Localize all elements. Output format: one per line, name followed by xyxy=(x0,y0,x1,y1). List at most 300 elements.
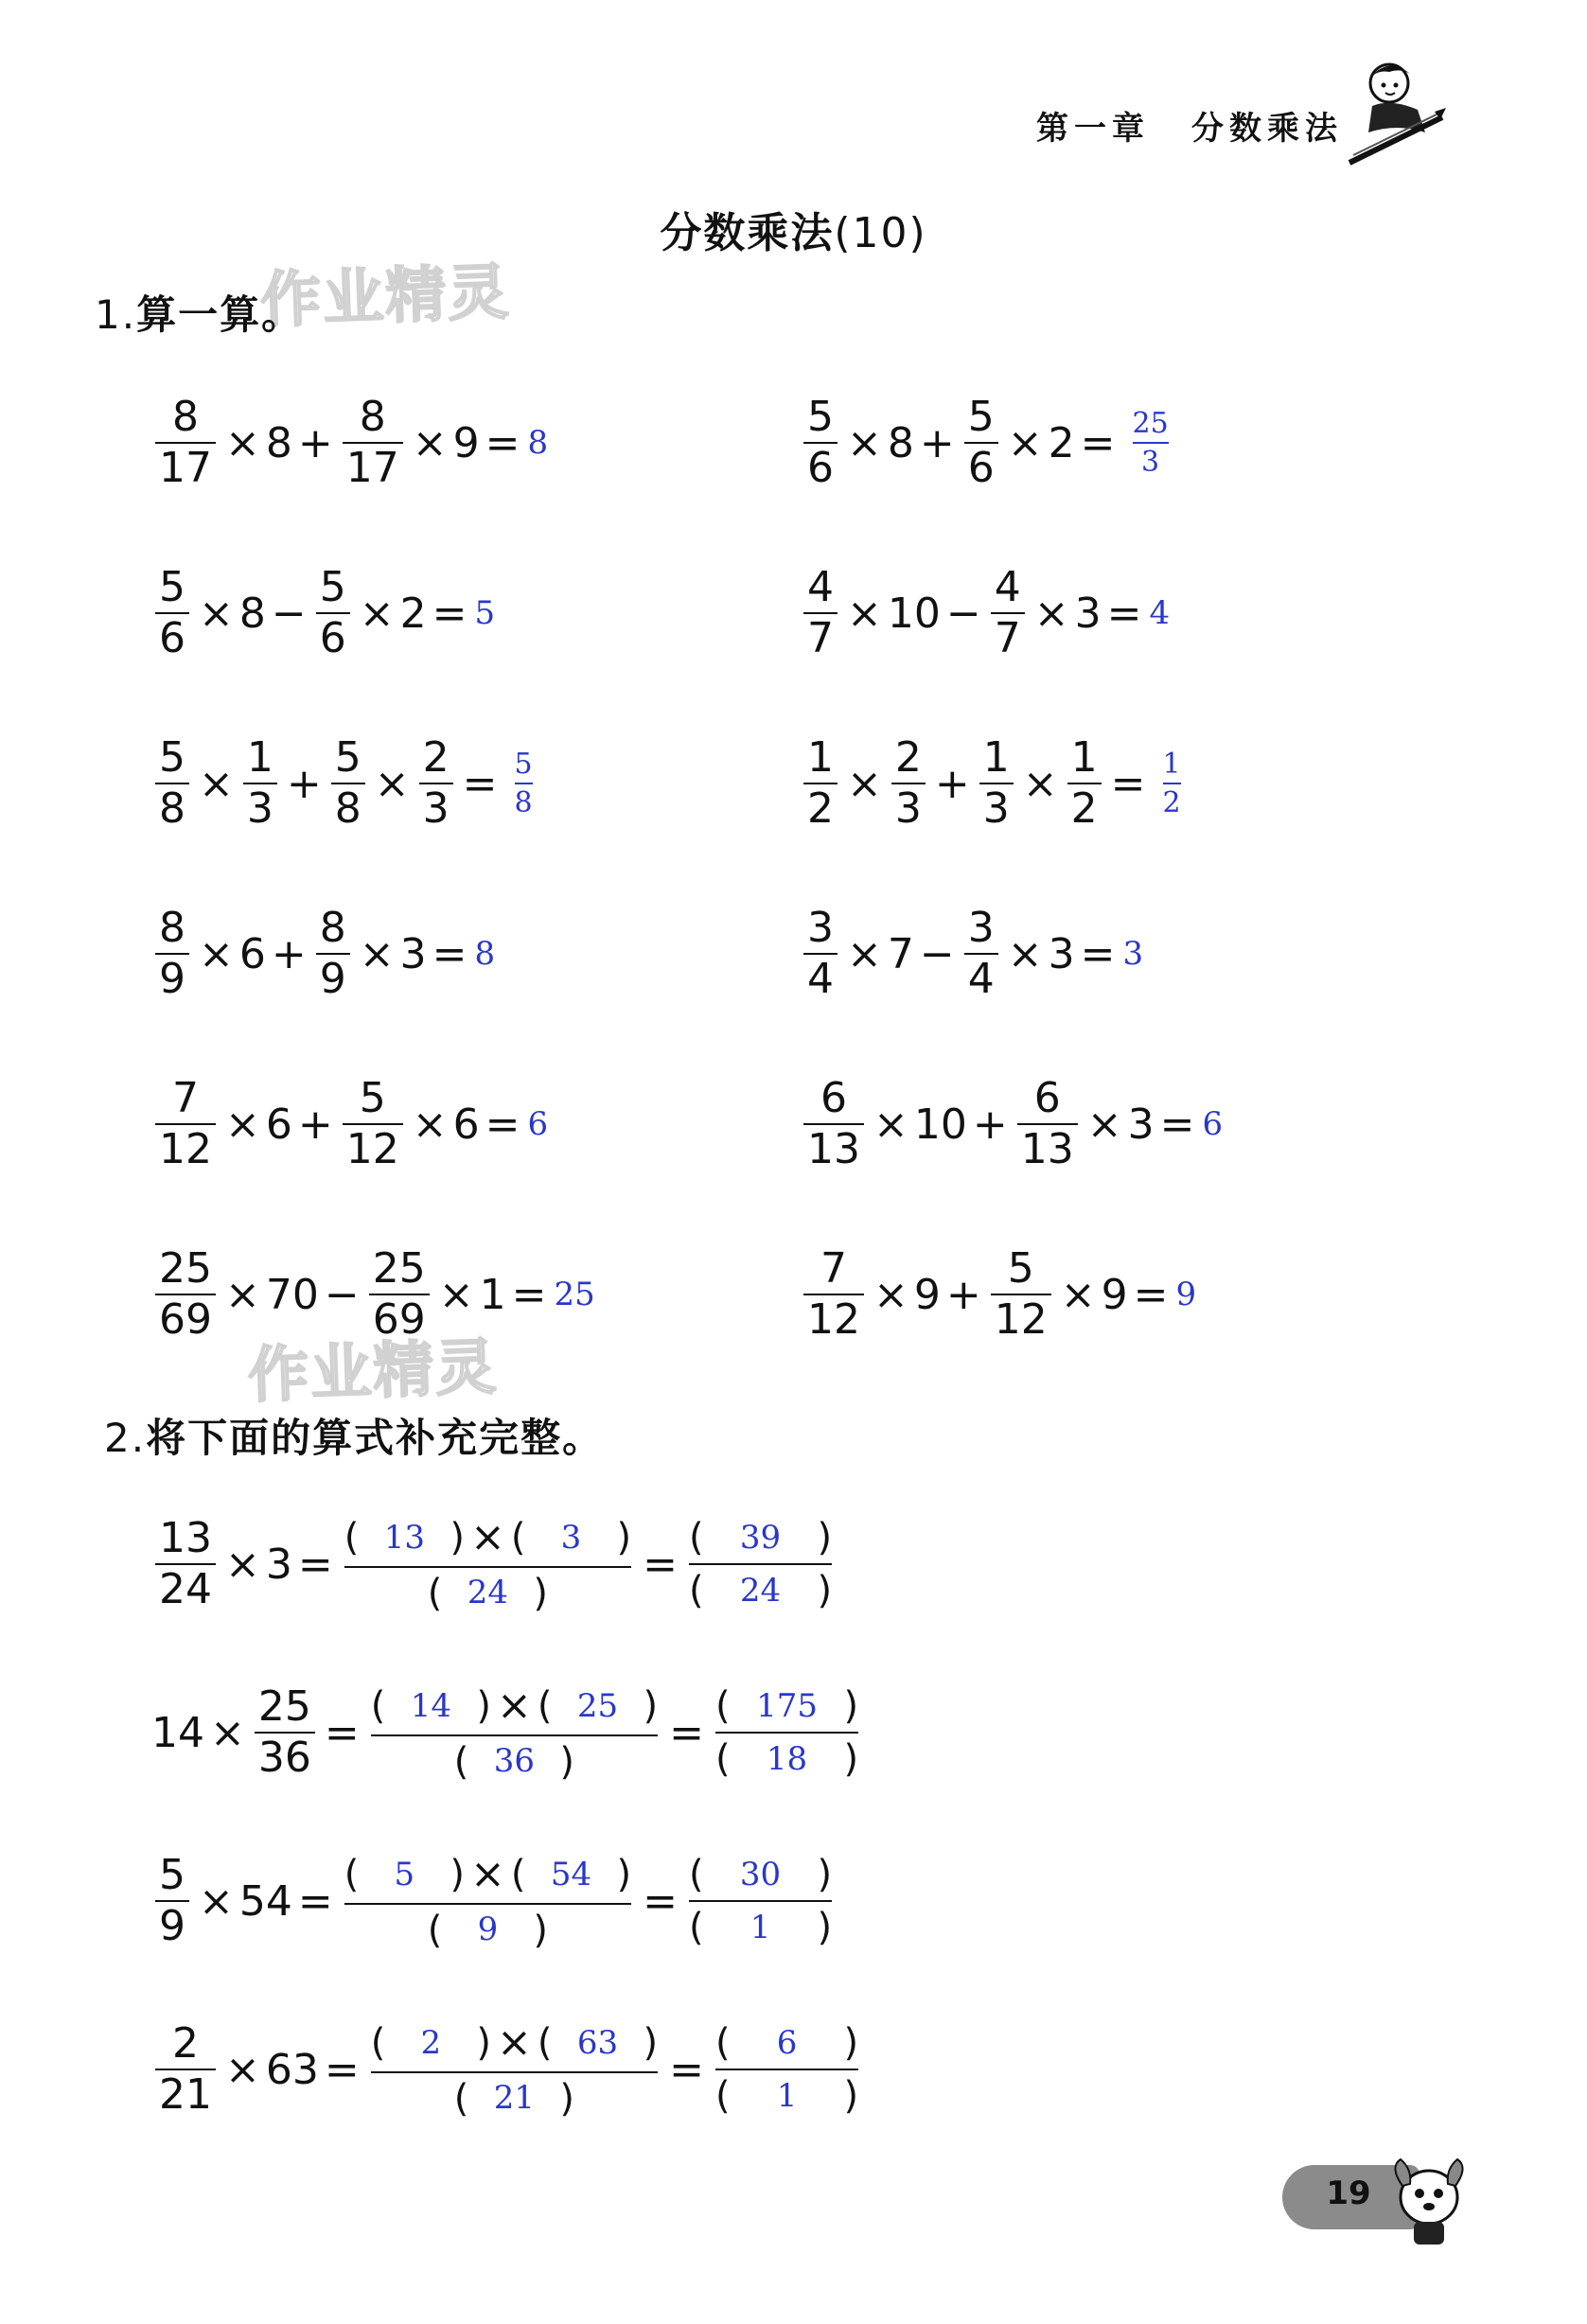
open-paren: ( xyxy=(370,1684,386,1729)
fraction-a-numerator: 3 xyxy=(807,904,834,952)
left-fraction-denominator: 9 xyxy=(159,1902,185,1951)
result-denominator xyxy=(715,1737,858,1781)
blank-res-num-value: 6 xyxy=(776,2023,798,2062)
fraction-a-denominator: 7 xyxy=(807,614,834,663)
completion-2 xyxy=(151,1682,864,1784)
times-sign: × xyxy=(873,1100,908,1149)
blank-num2-value: 3 xyxy=(560,1518,582,1557)
times-sign: × xyxy=(496,1681,532,1730)
fraction-a xyxy=(803,1244,864,1345)
open-paren: ( xyxy=(688,1906,704,1950)
open-paren: ( xyxy=(344,1516,360,1560)
result-numerator xyxy=(689,1516,832,1559)
fraction-c-numerator: 1 xyxy=(982,733,1010,782)
blank-num1-value: 13 xyxy=(383,1518,425,1557)
answer-denominator: 3 xyxy=(1141,446,1160,480)
fraction-c-denominator: 12 xyxy=(994,1295,1048,1345)
title-main: 分数乘法 xyxy=(660,209,835,257)
answer-denominator: 2 xyxy=(1162,786,1181,820)
blank-res-den xyxy=(689,1569,832,1612)
result-fraction xyxy=(715,1684,858,1781)
blank-den-value: 36 xyxy=(493,1742,536,1781)
multiplier-fraction-denominator: 36 xyxy=(257,1734,311,1783)
operand-d: 2 xyxy=(1048,418,1075,467)
answer: 6 xyxy=(527,1105,549,1144)
answer: 5 xyxy=(474,594,496,633)
equals-sign: = xyxy=(1106,589,1142,638)
product-numerator xyxy=(344,1514,631,1562)
blank-res-num xyxy=(689,1516,832,1559)
fraction-a-numerator: 1 xyxy=(807,733,834,782)
left-fraction xyxy=(155,1851,189,1951)
expression-11 xyxy=(151,1244,595,1345)
answer-bar xyxy=(1133,442,1169,444)
section-1-heading xyxy=(95,284,303,341)
operand-d: 3 xyxy=(1074,589,1102,638)
operand-d: 3 xyxy=(399,929,427,978)
open-paren: ( xyxy=(537,1684,553,1729)
fraction-a xyxy=(803,733,838,834)
left-fraction-numerator: 13 xyxy=(159,1514,212,1563)
equals-sign: = xyxy=(297,1540,333,1589)
blank-num1-value: 14 xyxy=(410,1686,451,1725)
fraction-a-numerator: 5 xyxy=(159,563,185,611)
times-sign: × xyxy=(847,759,882,808)
equals-sign: = xyxy=(485,1100,520,1149)
close-paren: ) xyxy=(450,1853,465,1897)
fraction-c xyxy=(964,393,998,493)
times-sign: × xyxy=(1022,759,1058,808)
left-fraction xyxy=(155,2019,216,2120)
fraction-a-denominator: 4 xyxy=(807,955,834,1004)
equals-sign: = xyxy=(324,2045,360,2094)
blank-num1 xyxy=(371,2021,491,2065)
answer: 25 xyxy=(554,1276,595,1314)
fraction-c-numerator: 4 xyxy=(994,563,1021,611)
answer: 8 xyxy=(527,424,549,463)
close-paren: ) xyxy=(643,1684,659,1729)
product-fraction xyxy=(371,2019,658,2121)
times-sign: × xyxy=(225,2045,260,2094)
blank-den xyxy=(428,1572,548,1615)
section-2-title: 将下面的算式补充完整。 xyxy=(146,1415,605,1461)
left-fraction-numerator: 5 xyxy=(159,1851,185,1900)
times-sign: × xyxy=(496,2018,532,2067)
equals-sign: = xyxy=(297,1876,333,1926)
fraction-c xyxy=(369,1244,430,1345)
fraction-a-numerator: 8 xyxy=(159,904,185,952)
open-paren: ( xyxy=(714,1737,731,1782)
answer: 8 xyxy=(474,935,496,974)
answer: 3 xyxy=(1122,935,1144,974)
blank-den-value: 21 xyxy=(493,2079,536,2118)
fraction-a-denominator: 17 xyxy=(159,444,212,493)
blank-num1 xyxy=(344,1853,465,1896)
fraction-a-numerator: 7 xyxy=(820,1244,847,1293)
operand-b: 10 xyxy=(887,589,941,638)
operator-sign: − xyxy=(945,589,981,638)
dog-mascot-icon xyxy=(1382,2148,1476,2252)
fraction-a-numerator: 4 xyxy=(807,563,834,611)
operand-d: 9 xyxy=(452,418,480,467)
operand-b: 8 xyxy=(887,418,914,467)
fraction-d-denominator: 3 xyxy=(422,784,450,834)
expression-5 xyxy=(151,733,533,834)
equals-sign: = xyxy=(1159,1100,1195,1149)
result-bar xyxy=(715,2069,858,2070)
fraction-c xyxy=(343,393,403,493)
open-paren: ( xyxy=(427,1571,443,1615)
close-paren: ) xyxy=(817,1516,833,1560)
times-sign: × xyxy=(1086,1100,1122,1149)
times-sign: × xyxy=(359,929,395,978)
fraction-a-denominator: 6 xyxy=(159,614,185,663)
result-bar xyxy=(689,1563,832,1565)
fraction-c xyxy=(1017,1074,1078,1174)
result-numerator xyxy=(689,1853,832,1896)
fraction-c-numerator: 5 xyxy=(319,563,346,611)
blank-res-den xyxy=(715,2074,858,2118)
open-paren: ( xyxy=(510,1516,526,1560)
close-paren: ) xyxy=(843,1737,859,1782)
fraction-c-numerator: 8 xyxy=(319,904,346,952)
operator-sign: + xyxy=(286,759,322,808)
fraction-b-numerator: 1 xyxy=(246,733,273,782)
watermark-middle: 作业精灵 xyxy=(246,1332,500,1412)
fraction-c-denominator: 69 xyxy=(372,1295,426,1345)
left-fraction-numerator: 2 xyxy=(172,2019,199,2069)
operator-sign: + xyxy=(271,929,307,978)
fraction-c-denominator: 6 xyxy=(319,614,346,663)
product-bar xyxy=(344,1566,631,1568)
equals-sign: = xyxy=(643,1876,678,1926)
open-paren: ( xyxy=(453,1739,469,1784)
section-1-number: 1. xyxy=(95,291,137,338)
times-sign: × xyxy=(199,759,234,808)
times-sign: × xyxy=(412,1100,448,1149)
blank-res-den-value: 18 xyxy=(766,1739,808,1778)
times-sign: × xyxy=(210,1708,245,1757)
product-denominator xyxy=(344,1909,631,1952)
page-title xyxy=(0,199,1587,259)
equals-sign: = xyxy=(669,1708,704,1757)
times-sign: × xyxy=(412,418,448,467)
fraction-c-denominator: 9 xyxy=(319,955,346,1004)
blank-res-num xyxy=(715,1684,858,1728)
left-fraction-denominator: 21 xyxy=(159,2070,212,2120)
expression-1 xyxy=(151,393,549,493)
fraction-a xyxy=(155,904,189,1004)
blank-den-value: 9 xyxy=(477,1910,499,1949)
fraction-d-numerator: 2 xyxy=(422,733,450,782)
close-paren: ) xyxy=(843,2021,859,2066)
times-sign: × xyxy=(199,589,234,638)
expression-3 xyxy=(151,563,496,663)
fraction-c xyxy=(316,563,350,663)
fraction-c xyxy=(991,563,1025,663)
times-sign: × xyxy=(359,589,395,638)
fraction-c-numerator: 25 xyxy=(372,1244,426,1293)
blank-num2 xyxy=(538,1684,658,1728)
fraction-a-numerator: 6 xyxy=(820,1074,847,1122)
blank-res-den xyxy=(715,1737,858,1781)
completion-3 xyxy=(151,1851,838,1952)
close-paren: ) xyxy=(559,1739,575,1784)
blank-num2-value: 54 xyxy=(550,1855,592,1893)
blank-res-num-value: 30 xyxy=(739,1855,782,1893)
expression-2 xyxy=(800,393,1169,493)
expression-7 xyxy=(151,904,496,1004)
close-paren: ) xyxy=(843,1684,859,1729)
times-sign: × xyxy=(469,1850,505,1898)
close-paren: ) xyxy=(843,2074,859,2119)
product-bar xyxy=(371,2071,658,2073)
fraction-a-denominator: 2 xyxy=(807,784,834,834)
fraction-d-denominator: 2 xyxy=(1070,784,1098,834)
times-sign: × xyxy=(225,1100,260,1149)
fraction-c-numerator: 6 xyxy=(1033,1074,1061,1122)
blank-num2 xyxy=(511,1516,631,1559)
operand-d: 2 xyxy=(399,589,427,638)
times-sign: × xyxy=(847,418,882,467)
open-paren: ( xyxy=(714,2074,731,2119)
times-sign: × xyxy=(873,1270,908,1319)
times-sign: × xyxy=(1007,929,1043,978)
blank-num1 xyxy=(371,1684,491,1728)
blank-num2-value: 25 xyxy=(576,1686,619,1725)
product-denominator xyxy=(371,1740,658,1784)
fraction-a-denominator: 8 xyxy=(159,784,185,834)
open-paren: ( xyxy=(510,1853,526,1897)
answer-denominator: 8 xyxy=(514,786,533,820)
close-paren: ) xyxy=(817,1569,833,1613)
chapter-topic: 分数乘法 xyxy=(1191,110,1343,148)
fraction-a-denominator: 12 xyxy=(807,1295,860,1345)
fraction-c xyxy=(979,733,1014,834)
equals-sign: = xyxy=(1110,759,1146,808)
equals-sign: = xyxy=(669,2045,704,2094)
close-paren: ) xyxy=(533,1571,549,1615)
blank-res-den-value: 1 xyxy=(749,1908,771,1946)
equals-sign: = xyxy=(1080,418,1116,467)
watermark-top: 作业精灵 xyxy=(258,257,512,337)
open-paren: ( xyxy=(370,2021,386,2066)
close-paren: ) xyxy=(616,1516,632,1560)
product-numerator xyxy=(371,1682,658,1731)
fraction-c xyxy=(331,733,365,834)
expression-4 xyxy=(800,563,1171,663)
close-paren: ) xyxy=(559,2076,575,2121)
operator-sign: − xyxy=(271,589,307,638)
operand-d: 9 xyxy=(1101,1270,1128,1319)
fraction-a-denominator: 69 xyxy=(159,1295,212,1345)
fraction-a xyxy=(155,733,189,834)
fraction-a xyxy=(803,563,838,663)
product-denominator xyxy=(344,1572,631,1615)
close-paren: ) xyxy=(533,1908,549,1952)
answer-bar xyxy=(1163,783,1181,784)
open-paren: ( xyxy=(344,1853,360,1897)
multiplier: 3 xyxy=(265,1540,292,1589)
fraction-b xyxy=(243,733,277,834)
equals-sign: = xyxy=(485,418,520,467)
product-fraction xyxy=(344,1514,631,1615)
blank-num2 xyxy=(511,1853,631,1896)
fraction-d xyxy=(419,733,453,834)
fraction-a xyxy=(803,393,838,493)
result-numerator xyxy=(715,1684,858,1728)
open-paren: ( xyxy=(688,1853,704,1897)
open-paren: ( xyxy=(714,2021,731,2066)
fraction-c-numerator: 8 xyxy=(359,393,386,441)
times-sign: × xyxy=(847,929,882,978)
chapter-label: 第一章 xyxy=(1036,110,1150,148)
open-paren: ( xyxy=(688,1516,704,1560)
fraction-c xyxy=(343,1074,403,1174)
fraction-c-numerator: 5 xyxy=(334,733,361,782)
close-paren: ) xyxy=(817,1853,833,1897)
times-sign: × xyxy=(469,1513,505,1561)
answer-bar xyxy=(515,783,533,784)
left-integer: 14 xyxy=(151,1708,204,1757)
close-paren: ) xyxy=(476,2021,491,2066)
left-fraction xyxy=(155,1514,216,1614)
fraction-a-denominator: 9 xyxy=(159,955,185,1004)
blank-res-num-value: 175 xyxy=(756,1686,818,1725)
close-paren: ) xyxy=(817,1906,833,1950)
times-sign: × xyxy=(847,589,882,638)
fraction-b-denominator: 3 xyxy=(246,784,273,834)
fraction-a-numerator: 7 xyxy=(172,1074,199,1122)
result-denominator xyxy=(689,1569,832,1612)
expression-6 xyxy=(800,733,1181,834)
fraction-c xyxy=(964,904,998,1004)
fraction-c-denominator: 6 xyxy=(967,444,995,493)
product-bar xyxy=(344,1903,631,1905)
fraction-c-denominator: 17 xyxy=(345,444,399,493)
fraction-b-numerator: 2 xyxy=(894,733,922,782)
times-sign: × xyxy=(1007,418,1043,467)
operator-sign: + xyxy=(919,418,955,467)
equals-sign: = xyxy=(432,589,467,638)
left-fraction-denominator: 24 xyxy=(159,1565,212,1614)
product-bar xyxy=(371,1734,658,1736)
equals-sign: = xyxy=(1133,1270,1169,1319)
multiplier-fraction-numerator: 25 xyxy=(257,1682,311,1732)
blank-den xyxy=(454,2077,574,2121)
operand-b: 6 xyxy=(238,929,266,978)
product-fraction xyxy=(371,1682,658,1784)
fraction-c-numerator: 5 xyxy=(967,393,995,441)
fraction-a xyxy=(155,563,189,663)
fraction-a xyxy=(155,1244,216,1345)
answer-numerator: 1 xyxy=(1162,748,1181,782)
operand-b: 7 xyxy=(887,929,914,978)
result-fraction xyxy=(689,1516,832,1612)
expression-8 xyxy=(800,904,1144,1004)
fraction-c-denominator: 7 xyxy=(994,614,1021,663)
blank-res-den-value: 1 xyxy=(776,2076,798,2115)
equals-sign: = xyxy=(432,929,467,978)
operator-sign: + xyxy=(972,1100,1008,1149)
fraction-c-denominator: 13 xyxy=(1020,1125,1074,1174)
times-sign: × xyxy=(225,418,260,467)
blank-res-den-value: 24 xyxy=(739,1571,782,1610)
fraction-c-numerator: 3 xyxy=(967,904,995,952)
product-fraction xyxy=(344,1851,631,1952)
chapter-header xyxy=(1036,102,1343,149)
fraction-a-denominator: 12 xyxy=(159,1125,212,1174)
operator-sign: + xyxy=(945,1270,981,1319)
operand-d: 6 xyxy=(452,1100,480,1149)
times-sign: × xyxy=(1060,1270,1096,1319)
blank-den-value: 24 xyxy=(467,1574,509,1612)
operand-d: 3 xyxy=(1127,1100,1155,1149)
answer: 9 xyxy=(1175,1276,1197,1314)
fraction-b-denominator: 3 xyxy=(894,784,922,834)
equals-sign: = xyxy=(324,1708,360,1757)
expression-12 xyxy=(800,1244,1197,1345)
operand-b: 8 xyxy=(238,589,266,638)
result-fraction xyxy=(689,1853,832,1949)
operator-sign: + xyxy=(297,1100,333,1149)
times-sign: × xyxy=(199,1876,234,1926)
fraction-d-numerator: 1 xyxy=(1070,733,1098,782)
result-numerator xyxy=(715,2021,858,2065)
fraction-a xyxy=(155,393,216,493)
answer-numerator: 25 xyxy=(1132,407,1169,441)
fraction-d xyxy=(1067,733,1102,834)
open-paren: ( xyxy=(537,2021,553,2066)
operand-b: 8 xyxy=(265,418,292,467)
close-paren: ) xyxy=(450,1516,465,1560)
girl-on-pencil-icon xyxy=(1344,57,1448,170)
result-fraction xyxy=(715,2021,858,2118)
close-paren: ) xyxy=(616,1853,632,1897)
fraction-c-numerator: 5 xyxy=(1007,1244,1034,1293)
open-paren: ( xyxy=(453,2076,469,2121)
multiplier: 54 xyxy=(238,1876,292,1926)
result-bar xyxy=(689,1900,832,1902)
answer-numerator: 5 xyxy=(514,748,533,782)
blank-res-den xyxy=(689,1906,832,1949)
product-denominator xyxy=(371,2077,658,2121)
fraction-c-denominator: 12 xyxy=(345,1125,399,1174)
fraction-a xyxy=(803,1074,864,1174)
section-2-number: 2. xyxy=(104,1415,147,1461)
answer: 6 xyxy=(1202,1105,1224,1144)
blank-num2-value: 63 xyxy=(576,2023,619,2062)
answer-fraction xyxy=(1133,408,1169,478)
blank-res-num xyxy=(715,2021,858,2065)
result-denominator xyxy=(689,1906,832,1949)
times-sign: × xyxy=(1033,589,1069,638)
times-sign: × xyxy=(225,1270,260,1319)
blank-den xyxy=(428,1909,548,1952)
blank-res-num-value: 39 xyxy=(739,1518,782,1557)
operand-b: 70 xyxy=(265,1270,319,1319)
blank-den xyxy=(454,1740,574,1784)
completion-4 xyxy=(151,2019,864,2121)
answer-fraction xyxy=(1163,748,1181,819)
operator-sign: − xyxy=(324,1270,360,1319)
fraction-c-denominator: 4 xyxy=(967,955,995,1004)
section-2-heading xyxy=(104,1407,604,1464)
multiplier: 63 xyxy=(265,2045,319,2094)
fraction-a xyxy=(155,1074,216,1174)
open-paren: ( xyxy=(688,1569,704,1613)
operator-sign: + xyxy=(297,418,333,467)
